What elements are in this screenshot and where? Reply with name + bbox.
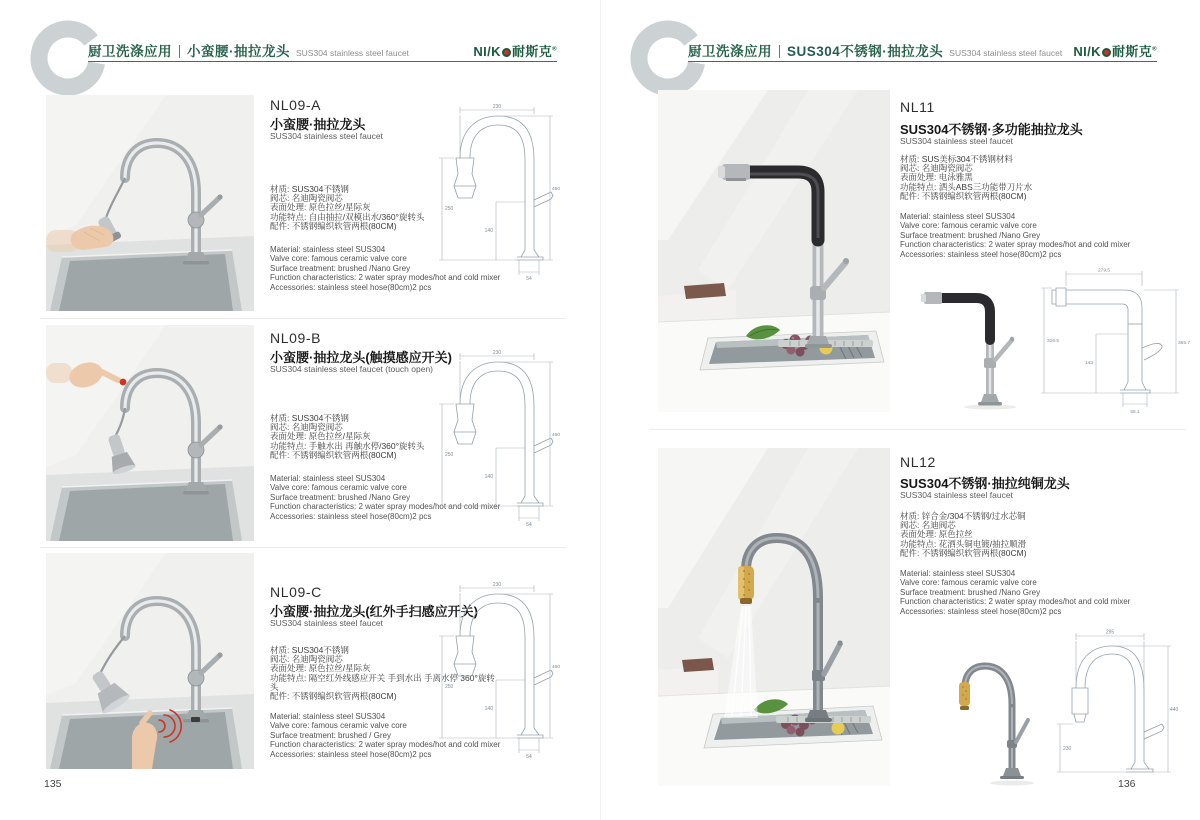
technical-drawing-nl09a [430,102,562,303]
spec-line: Accessories: stainless steel hose(80cm)2 pcs [270,282,432,292]
dimension-label: 54 [526,754,532,760]
spec-line: Surface treatment: brushed /Nano Grey [900,587,1041,597]
product-model: NL09-C [270,584,322,600]
product-model: NL09-B [270,330,322,346]
spec-line: Surface treatment: brushed /Nano Grey [270,263,411,273]
spec-line: 阀芯: 名迪陶瓷阀芯 [900,163,973,174]
product-title-en: SUS304 stainless steel faucet [900,136,1013,146]
spec-line: 表面处理: 原色拉丝 [900,529,973,540]
header-rule [688,61,1157,62]
product-smallshot-nl11 [898,266,1038,416]
dimension-label: 55.1 [1130,410,1140,415]
kitchen-photo [658,448,890,786]
spec-line: 配件: 不锈钢编织软管两根(80CM) [270,220,397,231]
product-title-cn: 小蛮腰·抽拉龙头(红外手扫感应开关) [270,604,478,619]
sensor-window [191,717,200,722]
product-model: NL11 [900,99,935,115]
page-header [88,40,409,61]
spec-line: 阀芯: 名迪陶瓷阀芯 [270,193,343,204]
dimension-label: 140 [484,474,493,480]
dimension-label: 295 [1105,629,1115,636]
faucet-photo [46,95,254,311]
product-specs-en [900,212,1200,259]
spec-line: 材质: SUS304不锈钢 [270,413,349,423]
brand-logo [462,41,557,60]
technical-drawing-nl09b [430,348,562,549]
product-title-cn: SUS304不锈钢·抽拉纯铜龙头 [900,476,1070,491]
gold-sprayer [738,566,754,604]
page-number-right: 136 [1118,778,1136,790]
faucet-photo [46,553,254,769]
row-separator [650,429,1186,430]
spec-line: Function characteristics: 2 water spray modes/hot and cold mixer [270,502,501,512]
dimension-label: 140 [484,706,493,712]
spec-line: 配件: 不锈钢编织软管两根(80CM) [900,547,1027,558]
dimension-label: 440 [1170,707,1179,713]
brand-reg: ® [1152,46,1157,53]
technical-drawing-nl12 [1044,626,1186,793]
brand-en: NI/K [473,44,501,59]
header-subtitle: SUS304 stainless steel faucet [949,48,1063,58]
header-divider [179,45,180,58]
spec-line: 表面处理: 原色拉丝/星际灰 [270,202,371,213]
spec-line: Function characteristics: 2 water spray modes/hot and cold mixer [270,273,501,283]
product-smallshot-nl12 [932,620,1057,793]
spec-line: 材质: SUS304不锈钢 [270,645,349,655]
spec-line: Valve core: famous ceramic valve core [900,578,1037,588]
spec-line: Material: stainless steel SUS304 [900,212,1016,221]
touch-dot-icon [120,379,127,386]
product-title-en: SUS304 stainless steel faucet [270,131,383,141]
spec-line: Material: stainless steel SUS304 [900,569,1016,578]
spec-line: Valve core: famous ceramic valve core [270,254,407,264]
dimension-label: 140 [484,228,493,234]
spec-line: 功能特点: 隔空红外线感应开关 手到水出 手离水停 360°旋转头 [270,672,495,692]
logo-o-icon [1102,48,1111,57]
spec-line: 材质: SUS美标304不锈钢材料 [900,154,1013,164]
spec-line: Accessories: stainless steel hose(80cm)2 pcs [270,749,432,759]
spec-line: Function characteristics: 2 water spray modes/hot and cold mixer [900,597,1131,607]
dimension-label: 54 [526,522,532,528]
spec-line: Function characteristics: 2 water spray modes/hot and cold mixer [270,740,501,750]
spec-line: Material: stainless steel SUS304 [270,474,386,483]
dimension-label: 230 [492,582,502,588]
spec-line: 表面处理: 原色拉丝/星际灰 [270,663,371,674]
brand-reg: ® [552,46,557,53]
dimension-label: 365.7 [1178,341,1191,346]
spec-line: Accessories: stainless steel hose(80cm)2 pcs [270,511,432,521]
spec-line: 阀芯: 名迪陶瓷阀芯 [270,654,343,665]
header-category: 厨卫洗涤应用 [688,44,772,59]
product-specs-en [900,569,1200,616]
product-title-en: SUS304 stainless steel faucet (touch open) [270,364,434,374]
product-title-cn: 小蛮腰·抽拉龙头(触摸感应开关) [270,350,452,365]
spec-line: Function characteristics: 2 water spray modes/hot and cold mixer [900,240,1131,250]
spec-line: Surface treatment: brushed /Nano Grey [900,230,1041,240]
spec-line: 阀芯: 名迪陶瓷阀芯 [270,422,343,433]
spec-line: 表面处理: 电泳雅黑 [900,172,973,183]
spec-line: Accessories: stainless steel hose(80cm)2 pcs [900,606,1062,616]
spec-line: 功能特点: 手触水出 再触水停/360°旋转头 [270,440,425,451]
page-header [688,40,1062,61]
dimension-label: 250 [445,206,454,212]
spec-line: 材质: 锌合金/304不锈钢/过水芯铜 [900,511,1026,521]
logo-o-icon [502,48,511,57]
product-photo-nl09b [46,325,254,546]
spec-line: Accessories: stainless steel hose(80cm)2 pcs [900,249,1062,259]
dimension-label: 230 [492,104,502,110]
dimension-label: 460 [552,433,561,438]
header-category: 厨卫洗涤应用 [88,44,172,59]
product-photo-nl09a [46,95,254,316]
spec-line: 功能特点: 花洒头铜电镀/抽拉顺滑 [900,538,1027,549]
brand-logo [1062,41,1157,60]
spec-line: 功能特点: 自由抽拉/双模出水/360°旋转头 [270,211,425,222]
header-subtitle: SUS304 stainless steel faucet [296,48,409,58]
dimension-label: 460 [552,665,561,670]
row-separator [40,318,566,319]
header-series: 小蛮腰·抽拉龙头 [187,44,290,59]
spec-line: Material: stainless steel SUS304 [270,245,386,254]
header-series: SUS304不锈钢·抽拉龙头 [787,44,944,59]
product-model: NL12 [900,454,936,470]
product-title-en: SUS304 stainless steel faucet [900,490,1013,500]
spec-line: Valve core: famous ceramic valve core [270,721,407,731]
brand-en: NI/K [1073,44,1101,59]
header-rule [88,61,557,62]
dimension-label: 143 [1084,361,1093,366]
product-title-cn: 小蛮腰·抽拉龙头 [270,117,366,132]
header-divider [779,45,780,58]
product-specs-cn [900,155,1125,201]
row-separator [40,547,566,548]
spec-line: Surface treatment: brushed / Grey [270,730,391,740]
spec-line: 材质: SUS304不锈钢 [270,184,349,194]
technical-drawing-nl11 [1036,264,1192,421]
dimension-label: 230 [492,350,502,356]
technical-drawing-nl09c [430,580,562,781]
spec-line: 配件: 不锈钢编织软管两根(80CM) [270,449,397,460]
product-photo-nl11 [658,90,890,417]
product-specs-cn [900,512,1125,558]
spec-line: Valve core: famous ceramic valve core [900,221,1037,231]
dimension-label: 279.5 [1097,268,1111,274]
product-photo-nl12 [658,448,890,791]
spec-line: Surface treatment: brushed /Nano Grey [270,492,411,502]
dimension-label: 54 [526,276,532,282]
dimension-label: 230 [1063,746,1072,752]
page-number-left: 135 [44,778,62,790]
spec-line: 功能特点: 洒头ABS三功能带刀片水 [900,181,1033,192]
spec-line: 配件: 不锈钢编织软管两根(80CM) [270,691,397,702]
product-title-en: SUS304 stainless steel faucet [270,618,383,628]
spec-line: 阀芯: 名迪阀芯 [900,520,956,531]
spec-line: 表面处理: 原色拉丝/星际灰 [270,431,371,442]
product-photo-nl09c [46,553,254,774]
dimension-label: 250 [445,684,454,690]
brand-cn: 耐斯克 [1111,44,1153,59]
dimension-label: 250 [445,452,454,458]
page-gutter [600,0,601,820]
product-model: NL09-A [270,97,322,113]
spec-line: 配件: 不锈钢编织软管两根(80CM) [900,190,1027,201]
brand-cn: 耐斯克 [511,44,553,59]
kitchen-photo [658,90,890,412]
dimension-label: 460 [552,187,561,192]
spec-line: Valve core: famous ceramic valve core [270,483,407,493]
dimension-label: 326.5 [1047,339,1060,344]
faucet-photo [46,325,254,541]
product-title-cn: SUS304不锈钢·多功能抽拉龙头 [900,122,1083,137]
spec-line: Material: stainless steel SUS304 [270,712,386,721]
